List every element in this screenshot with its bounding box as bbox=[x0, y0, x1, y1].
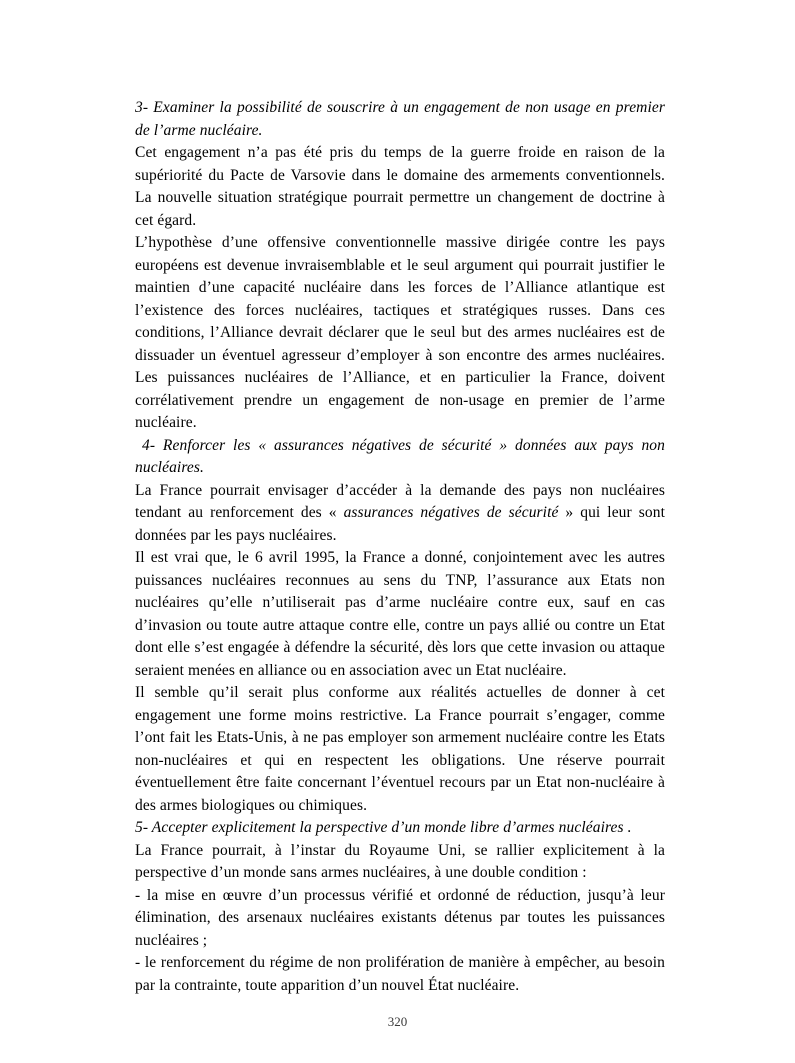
paragraph-less-restrictive-form: Il semble qu’il serait plus conforme aux réalités actuelles de donner à cet engagement une forme moins restrictive. La France pourrait s’engager, comme l’ont fait les Etats-Unis, à ne pas employer son armement nucléaire contre les Etats non-nucléaires et qui en respectent les obligations. Une réserve pourrait éventuellement être faite concernant l’éventuel recours par un Etat non-nucléaire à des armes biologiques ou chimiques. bbox=[135, 684, 665, 814]
text-run: La France pourrait envisager d’accéder à la demande des pays non nucléaires tendant au renforcement des « bbox=[135, 481, 665, 521]
paragraph-negative-assurances bbox=[135, 480, 665, 548]
paragraph-conventional-offensive: L’hypothèse d’une offensive conventionnelle massive dirigée contre les pays européens est devenue invraisemblable et le seul argument qui pourrait justifier le maintien d’une capacité nucléaire dans les forces de l’Alliance atlantique est l’existence des forces nucléaires, tactiques et stratégiques russes. Dans ces conditions, l’Alliance devrait déclarer que le seul but des armes nucléaires est de dissuader un éventuel agresseur d’employer à son encontre des armes nucléaires. Les puissances nucléaires de l’Alliance, et en particulier la France, doivent corrélativement prendre un engagement de non-usage en premier de l’arme nucléaire. bbox=[135, 234, 665, 431]
list-item-non-proliferation: - le renforcement du régime de non prolifération de manière à empêcher, au besoin par la contrainte, toute apparition d’un nouvel État nucléaire. bbox=[135, 954, 665, 994]
paragraph-cold-war-engagement: Cet engagement n’a pas été pris du temps de la guerre froide en raison de la supériorité du Pacte de Varsovie dans le domaine des armements conventionnels. La nouvelle situation stratégique pourrait permettre un changement de doctrine à cet égard. bbox=[135, 144, 665, 229]
text-block bbox=[135, 97, 665, 997]
section-heading-5: 5- Accepter explicitement la perspective d’un monde libre d’armes nucléaires . bbox=[135, 819, 632, 836]
section-heading-3: 3- Examiner la possibilité de souscrire à un engagement de non usage en premier de l’arme nucléaire. bbox=[135, 99, 665, 139]
paragraph-april-1995-assurance: Il est vrai que, le 6 avril 1995, la France a donné, conjointement avec les autres puissances nucléaires reconnues au sens du TNP, l’assurance aux Etats non nucléaires qu’elle n’utiliserait pas d’arme nucléaire contre eux, sauf en cas d’invasion ou toute autre attaque contre elle, contre un pays allié ou contre un Etat dont elle s’est engagée à défendre la sécurité, dès lors que cette invasion ou attaque seraient menées en alliance ou en association avec un Etat nucléaire. bbox=[135, 549, 665, 679]
page-number: 320 bbox=[387, 1014, 408, 1029]
list-item-reduction-process: - la mise en œuvre d’un processus vérifié et ordonné de réduction, jusqu’à leur élimination, des arsenaux nucléaires existants détenus par toutes les puissances nucléaires ; bbox=[135, 886, 665, 949]
section-heading-4: 4- Renforcer les « assurances négatives de sécurité » données aux pays non nucléaires. bbox=[135, 436, 665, 476]
text-run: » qui leur sont données par les pays nucléaires. bbox=[135, 504, 665, 544]
paragraph-double-condition: La France pourrait, à l’instar du Royaume Uni, se rallier explicitement à la perspective d’un monde sans armes nucléaires, à une double condition : bbox=[135, 841, 665, 881]
text-run-italic-phrase: assurances négatives de sécurité bbox=[343, 504, 559, 521]
